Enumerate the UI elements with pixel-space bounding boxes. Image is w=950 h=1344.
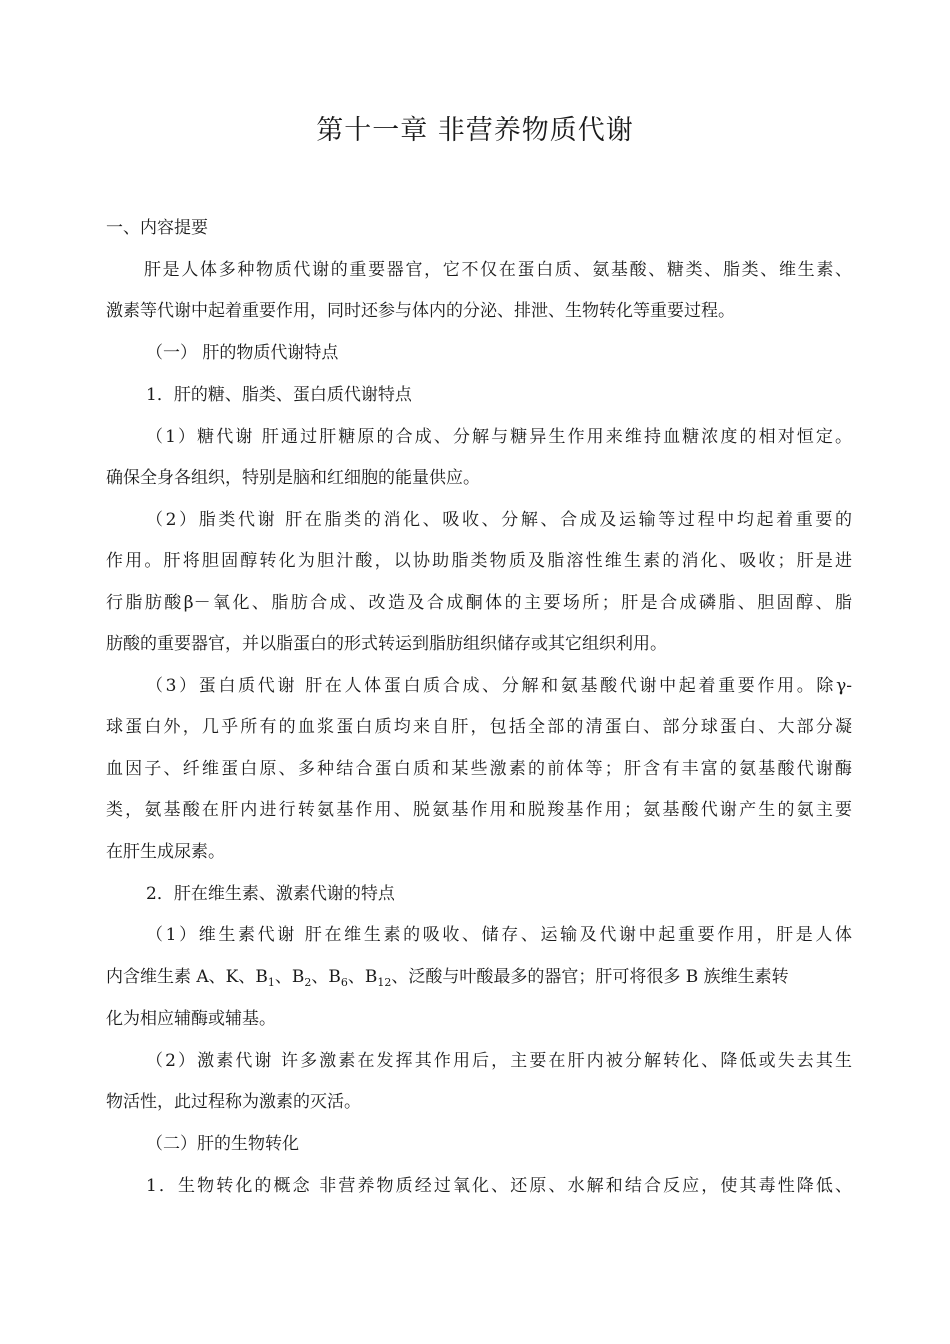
text-segment: 、泛酸与叶酸最多的器官；肝可将很多 B 族维生素转 [391, 967, 789, 987]
paragraph-line: （1）糖代谢 肝通过肝糖原的合成、分解与糖异生作用来维持血糖浓度的相对恒定。 [146, 427, 852, 447]
item-heading: 1．肝的糖、脂类、蛋白质代谢特点 [146, 385, 412, 405]
subscript: 1 [267, 976, 275, 989]
text-segment: 、B [311, 967, 341, 987]
paragraph-line: 类，氨基酸在肝内进行转氨基作用、脱氨基作用和脱羧基作用；氨基酸代谢产生的氨主要 [106, 800, 852, 820]
paragraph-line: 确保全身各组织，特别是脑和红细胞的能量供应。 [106, 468, 480, 488]
paragraph-line: （1）维生素代谢 肝在维生素的吸收、储存、运输及代谢中起重要作用，肝是人体 [146, 925, 852, 945]
paragraph-line: （2）激素代谢 许多激素在发挥其作用后，主要在肝内被分解转化、降低或失去其生 [146, 1051, 852, 1071]
subsection-heading: （一） 肝的物质代谢特点 [146, 343, 339, 363]
paragraph-line: 肪酸的重要器官，并以脂蛋白的形式转运到脂肪组织储存或其它组织利用。 [106, 634, 667, 654]
subscript: 2 [304, 976, 312, 989]
paragraph-line: （2）脂类代谢 肝在脂类的消化、吸收、分解、合成及运输等过程中均起着重要的 [146, 510, 852, 530]
chapter-title: 第十一章 非营养物质代谢 [316, 115, 634, 146]
paragraph-line-vitamins [106, 965, 789, 989]
paragraph-line: 肝是人体多种物质代谢的重要器官，它不仅在蛋白质、氨基酸、糖类、脂类、维生素、 [144, 260, 852, 280]
section-heading: 一、内容提要 [106, 218, 208, 238]
subscript: 6 [340, 976, 348, 989]
subscript: 12 [377, 976, 392, 989]
paragraph-line: 物活性，此过程称为激素的灭活。 [106, 1092, 361, 1112]
subsection-heading: （二）肝的生物转化 [146, 1134, 299, 1154]
paragraph-line: 血因子、纤维蛋白原、多种结合蛋白质和某些激素的前体等；肝含有丰富的氨基酸代谢酶 [106, 759, 852, 779]
paragraph-line: （3）蛋白质代谢 肝在人体蛋白质合成、分解和氨基酸代谢中起着重要作用。除γ- [146, 676, 852, 696]
paragraph-line: 球蛋白外，几乎所有的血浆蛋白质均来自肝，包括全部的清蛋白、部分球蛋白、大部分凝 [106, 717, 852, 737]
item-heading: 2．肝在维生素、激素代谢的特点 [146, 884, 395, 904]
paragraph-line: 激素等代谢中起着重要作用，同时还参与体内的分泌、排泄、生物转化等重要过程。 [106, 301, 735, 321]
text-segment: 内含维生素 A、K、B [106, 967, 268, 987]
text-segment: 、B [347, 967, 378, 987]
paragraph-line: 1．生物转化的概念 非营养物质经过氧化、还原、水解和结合反应，使其毒性降低、 [146, 1176, 852, 1196]
text-segment: 、B [274, 967, 305, 987]
paragraph-line: 在肝生成尿素。 [106, 842, 225, 862]
paragraph-line: 化为相应辅酶或辅基。 [106, 1009, 276, 1029]
paragraph-line: 行脂肪酸β－氧化、脂肪合成、改造及合成酮体的主要场所；肝是合成磷脂、胆固醇、脂 [106, 593, 852, 613]
paragraph-line: 作用。肝将胆固醇转化为胆汁酸，以协助脂类物质及脂溶性维生素的消化、吸收；肝是进 [106, 551, 852, 571]
